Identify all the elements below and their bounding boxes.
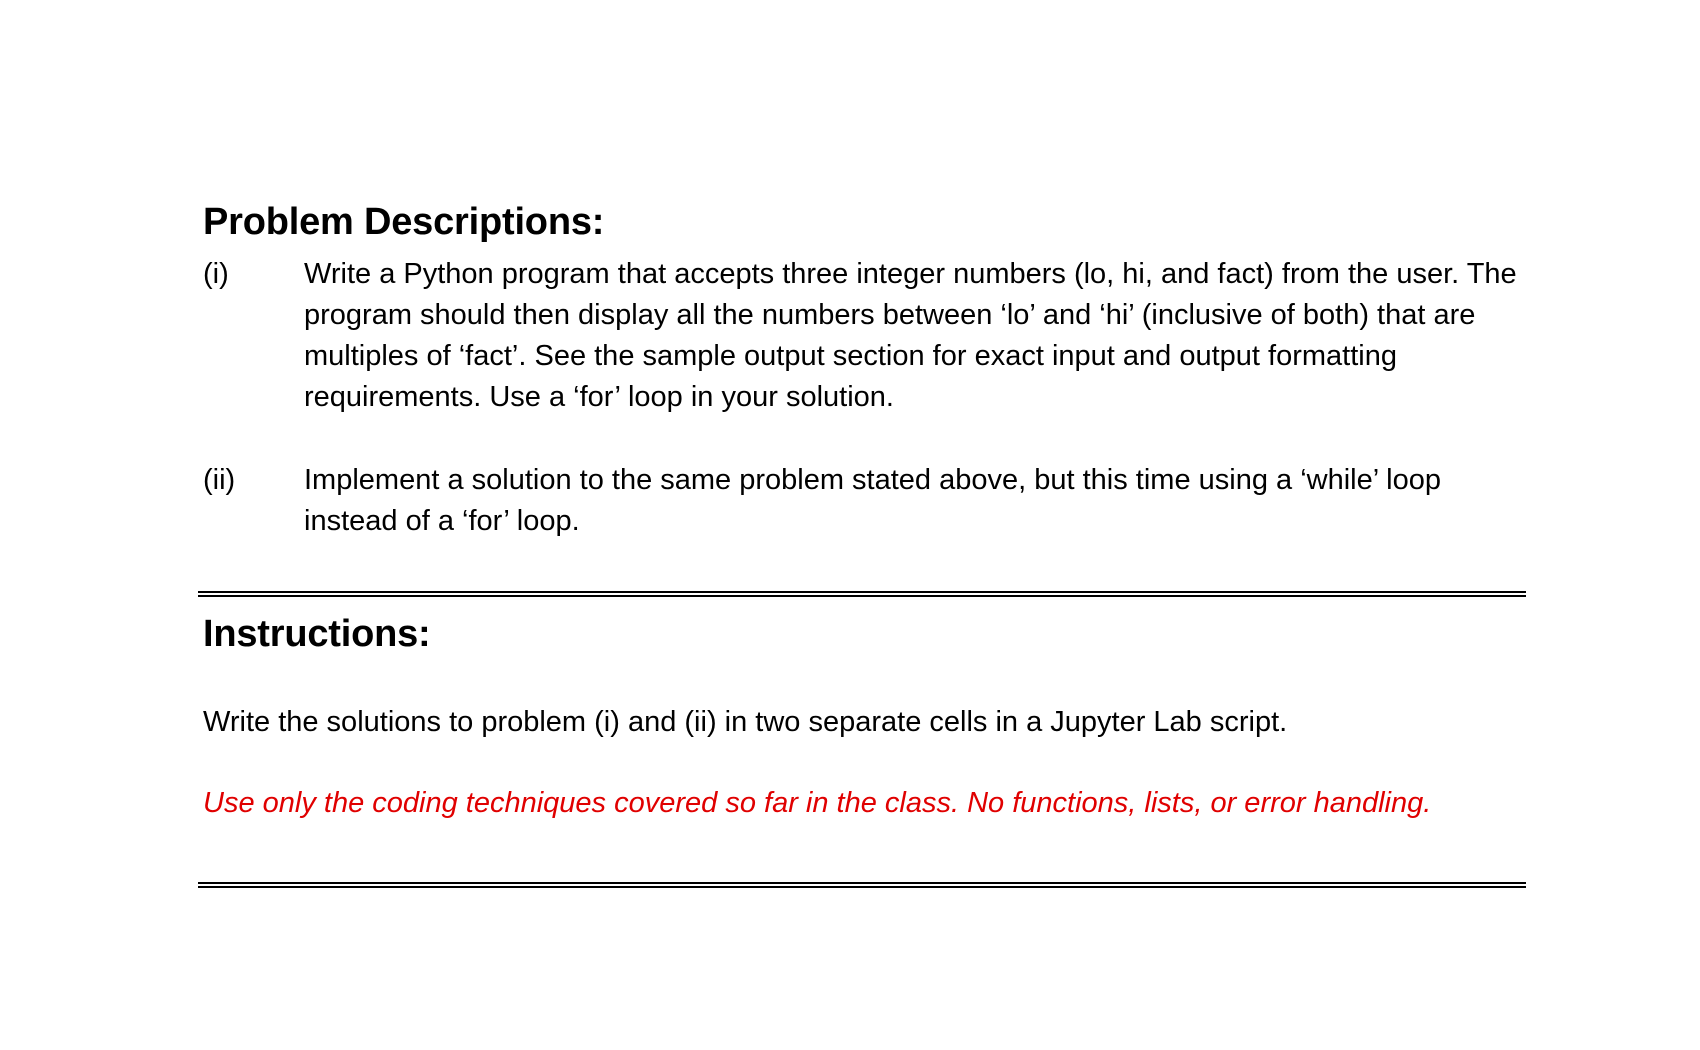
problem-item-ii xyxy=(203,460,1523,542)
instructions-section xyxy=(203,612,1523,824)
problem-text: Implement a solution to the same problem stated above, but this time using a ‘while’ loop instead of a ‘for’ loop. xyxy=(304,463,1441,537)
problem-marker: (ii) xyxy=(203,463,236,496)
instructions-restriction-note: Use only the coding techniques covered so far in the class. No functions, lists, or error handling. xyxy=(203,786,1432,819)
instructions-body: Write the solutions to problem (i) and (ii) in two separate cells in a Jupyter Lab script. xyxy=(203,705,1288,738)
problem-marker: (i) xyxy=(203,257,229,290)
problem-text: Write a Python program that accepts three integer numbers (lo, hi, and fact) from the user. The program should then display all the numbers between ‘lo’ and ‘hi’ (inclusive of both) that are multiples of ‘fact’. See the sample output section for exact input and output formatting requirements. Use a ‘for’ loop in your solution. xyxy=(304,257,1517,413)
problem-descriptions-heading: Problem Descriptions: xyxy=(203,201,605,243)
section-divider-top xyxy=(198,591,1526,597)
section-divider-bottom xyxy=(198,882,1526,888)
problem-list xyxy=(203,254,1523,542)
problem-descriptions-section xyxy=(203,200,1523,542)
problem-item-i xyxy=(203,254,1523,418)
instructions-heading: Instructions: xyxy=(203,613,431,655)
